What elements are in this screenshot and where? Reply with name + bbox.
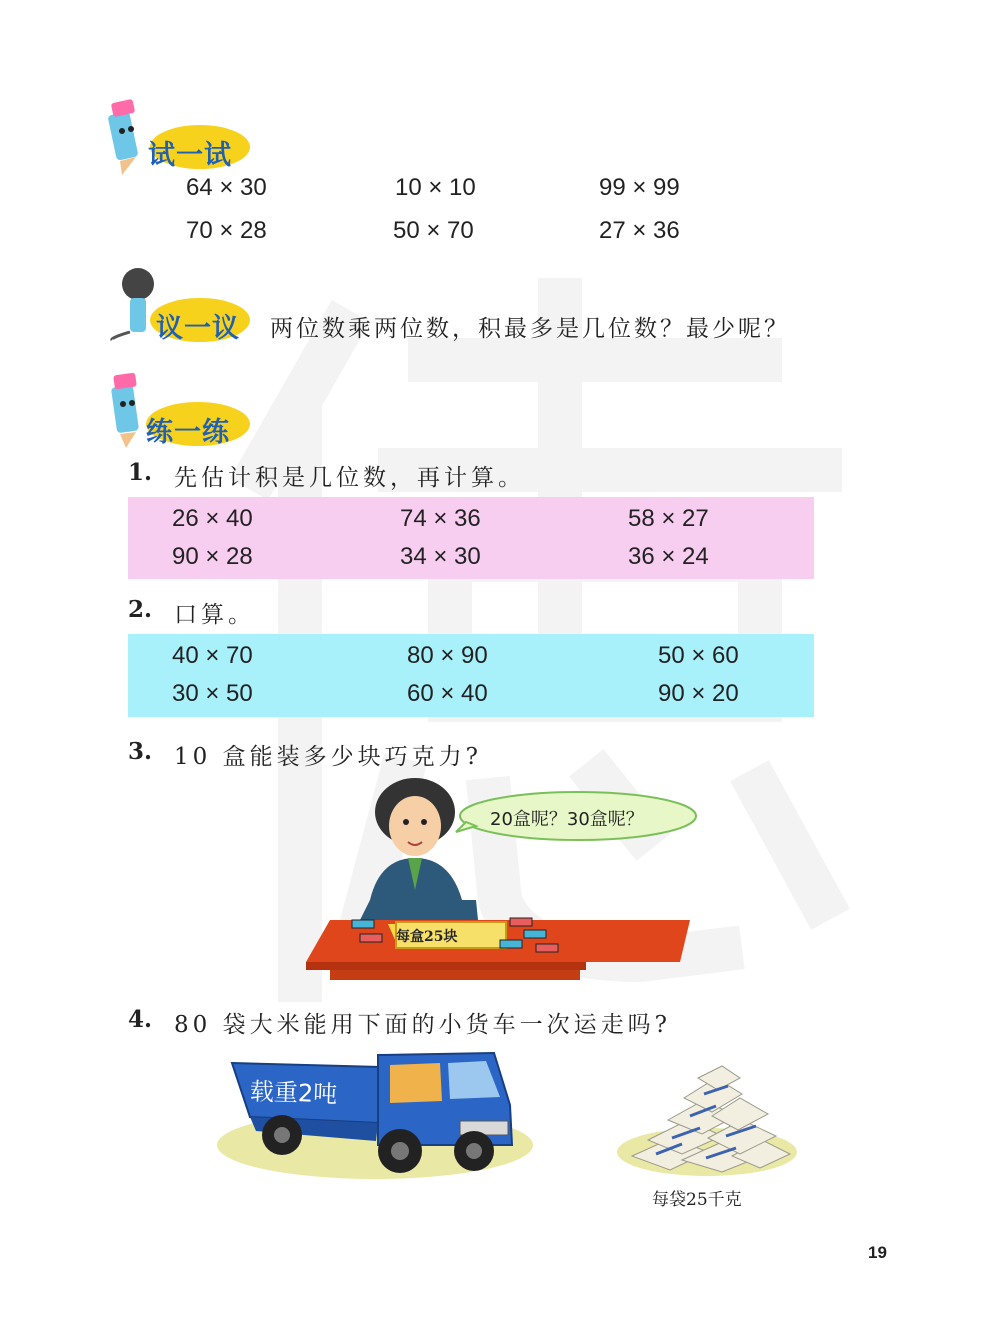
q2-expr-2: 80 × 90 xyxy=(407,642,488,669)
try-expr-6: 27 × 36 xyxy=(599,217,680,244)
q2-number: 2. xyxy=(128,596,153,623)
practice-title: 练一练 xyxy=(146,417,230,448)
discuss-title: 议一议 xyxy=(156,313,240,344)
q3-box-label: 每盒25块 xyxy=(396,929,458,945)
q1-expr-2: 74 × 36 xyxy=(400,505,481,532)
q1-expr-3: 58 × 27 xyxy=(628,505,709,532)
page-number: 19 xyxy=(868,1243,887,1262)
truck-illustration xyxy=(210,1045,540,1185)
q1-expr-1: 26 × 40 xyxy=(172,505,253,532)
q1-expr-6: 36 × 24 xyxy=(628,543,709,570)
try-expr-2: 10 × 10 xyxy=(395,174,476,201)
practice-badge xyxy=(100,366,250,448)
try-title: 试一试 xyxy=(148,140,232,171)
q1-expr-4: 90 × 28 xyxy=(172,543,253,570)
q1-text: 先估计积是几位数，再计算。 xyxy=(174,465,525,491)
discuss-question: 两位数乘两位数，积最多是几位数？最少呢？ xyxy=(270,316,790,342)
q3-speech-text: 20盒呢？30盒呢？ xyxy=(490,809,644,830)
q3-number: 3. xyxy=(128,738,153,765)
boy-with-chocolate-illustration xyxy=(300,770,700,980)
q1-number: 1. xyxy=(128,459,153,486)
try-expr-5: 50 × 70 xyxy=(393,217,474,244)
try-expr-4: 70 × 28 xyxy=(186,217,267,244)
q2-text: 口算。 xyxy=(174,602,255,628)
truck-load-label: 载重2吨 xyxy=(249,1077,338,1109)
try-expr-1: 64 × 30 xyxy=(186,174,267,201)
q3-text: 10 盒能装多少块巧克力? xyxy=(174,744,482,770)
q2-expr-4: 30 × 50 xyxy=(172,680,253,707)
q4-text: 80 袋大米能用下面的小货车一次运走吗? xyxy=(174,1012,671,1038)
q2-expr-5: 60 × 40 xyxy=(407,680,488,707)
q2-expr-1: 40 × 70 xyxy=(172,642,253,669)
rice-bags-illustration xyxy=(612,1060,802,1180)
rice-caption: 每袋25千克 xyxy=(652,1190,742,1210)
q2-expr-6: 90 × 20 xyxy=(658,680,739,707)
q1-expr-5: 34 × 30 xyxy=(400,543,481,570)
try-expr-3: 99 × 99 xyxy=(599,174,680,201)
q4-number: 4. xyxy=(128,1006,153,1033)
q2-expr-3: 50 × 60 xyxy=(658,642,739,669)
try-badge xyxy=(100,95,250,175)
discuss-badge xyxy=(100,262,250,344)
